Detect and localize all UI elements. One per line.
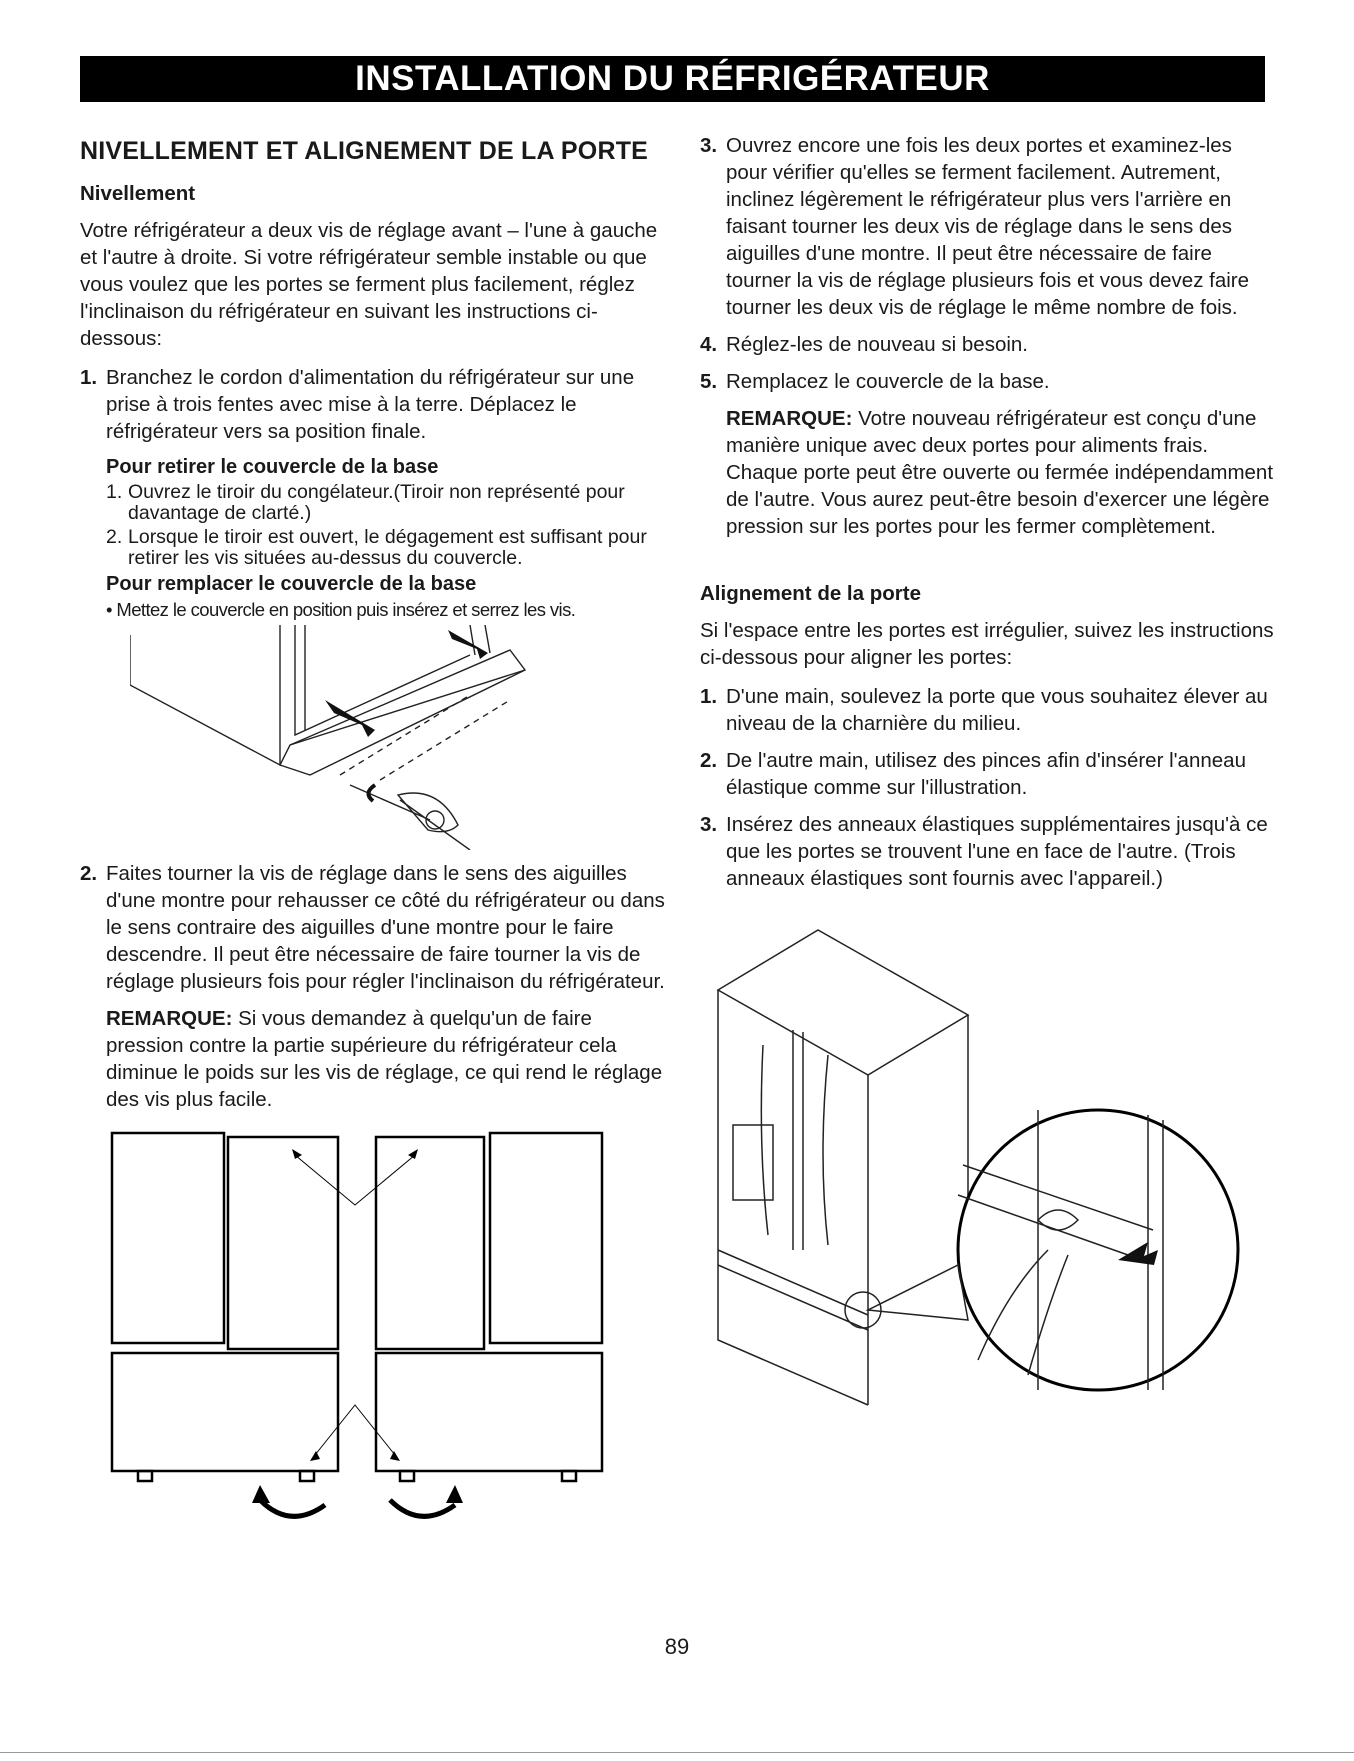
alignment-step-2: [700, 747, 1275, 801]
step-number: 5.: [700, 370, 718, 393]
leveling-step-2: [80, 860, 670, 995]
page-number: 89: [664, 1634, 690, 1659]
door-alignment-heading: Alignement de la porte: [700, 582, 921, 605]
step-text: Insérez des anneaux élastiques supplémentaires jusqu'à ce que les portes se trouvent l'une en face de l'autre. (Trois anneaux élastiques sont fournis avec l'appareil.): [726, 813, 1268, 890]
step-number: 1.: [700, 685, 718, 708]
substep-number: 1.: [106, 481, 123, 503]
remove-substep-1: [106, 482, 670, 524]
section-banner: INSTALLATION DU RÉFRIGÉRATEUR: [80, 56, 1265, 102]
base-cover-instructions: [106, 455, 670, 621]
arrow-icon: [448, 630, 488, 659]
leveling-step-5: [700, 368, 1275, 395]
leveling-step-4: [700, 331, 1275, 358]
remove-cover-heading: Pour retirer le couvercle de la base: [106, 456, 439, 478]
step-text: Remplacez le couvercle de la base.: [726, 370, 1050, 393]
section-title: NIVELLEMENT ET ALIGNEMENT DE LA PORTE: [80, 137, 649, 165]
base-cover-illustration: [130, 625, 610, 850]
rotate-arrow-icon: [260, 1500, 325, 1516]
replace-cover-heading: Pour remplacer le couvercle de la base: [106, 573, 477, 595]
door-alignment-illustration: [708, 920, 1268, 1440]
step-text: Branchez le cordon d'alimentation du réfrigérateur sur une prise à trois fentes avec mise à la terre. Déplacez le réfrigérateur vers sa position finale.: [106, 366, 635, 443]
bottom-rule: [0, 1752, 1354, 1753]
remove-substep-2: [106, 527, 670, 569]
step-text: D'une main, soulevez la porte que vous souhaitez élever au niveau de la charnière du milieu.: [726, 685, 1268, 735]
step-number: 2.: [700, 749, 718, 772]
leveling-note: [80, 1005, 670, 1113]
rotate-arrow-icon: [368, 785, 375, 801]
substep-text: Lorsque le tiroir est ouvert, le dégagement est suffisant pour retirer les vis situées au-dessus du couvercle.: [128, 526, 647, 569]
step-text: Réglez-les de nouveau si besoin.: [726, 333, 1028, 356]
nivellement-heading: Nivellement: [80, 182, 196, 205]
note-text: Votre nouveau réfrigérateur est conçu d'une manière unique avec deux portes pour aliments frais. Chaque porte peut être ouverte ou fermée indépendamment de l'autre. Vous aurez peut-être besoin d'exercer une légère pression sur les portes pour les fermer complètement.: [726, 407, 1274, 538]
substep-text: Ouvrez le tiroir du congélateur.(Tiroir non représenté pour davantage de clarté.): [128, 481, 625, 524]
nivellement-intro: Votre réfrigérateur a deux vis de réglage avant – l'une à gauche et l'autre à droite. Si votre réfrigérateur semble instable ou que vous voulez que les portes se ferment plus facilement, réglez l'inclinaison du réfrigérateur en suivant les instructions ci-dessous:: [80, 219, 658, 350]
step-text: Faites tourner la vis de réglage dans le sens des aiguilles d'une montre pour rehausser ce côté du réfrigérateur ou dans le sens contraire des aiguilles d'une montre pour le faire descendre. Il peut être nécessaire de faire tourner la vis de réglage plusieurs fois pour régler l'inclinaison du réfrigérateur.: [106, 862, 665, 993]
step-number: 3.: [700, 134, 718, 157]
alignment-step-1: [700, 683, 1275, 737]
leveling-step-1: [80, 364, 670, 445]
door-note: [700, 405, 1275, 540]
right-column: [700, 132, 1275, 1440]
step-number: 1.: [80, 366, 98, 389]
step-number: 4.: [700, 333, 718, 356]
rotate-arrow-icon: [390, 1500, 455, 1516]
replace-cover-bullet: • Mettez le couvercle en position puis insérez et serrez les vis.: [106, 599, 576, 620]
note-label: REMARQUE:: [726, 407, 853, 430]
left-column: [80, 132, 670, 1545]
note-text: Si vous demandez à quelqu'un de faire pression contre la partie supérieure du réfrigérateur cela diminue le poids sur les vis de réglage, ce qui rend le réglage des vis plus facile.: [106, 1007, 663, 1111]
substep-number: 2.: [106, 526, 123, 548]
note-label: REMARQUE:: [106, 1007, 233, 1030]
leveling-step-3: [700, 132, 1275, 321]
door-alignment-intro: Si l'espace entre les portes est irrégulier, suivez les instructions ci-dessous pour aligner les portes:: [700, 619, 1274, 669]
step-number: 3.: [700, 813, 718, 836]
step-text: Ouvrez encore une fois les deux portes et examinez-les pour vérifier qu'elles se ferment facilement. Autrement, inclinez légèrement le réfrigérateur plus vers l'arrière en faisant tourner les deux vis de réglage dans le sens des aiguilles d'une montre. Il peut être nécessaire de faire tourner la vis de réglage plusieurs fois et vous devez faire tourner les deux vis de réglage le même nombre de fois.: [726, 134, 1250, 319]
step-number: 2.: [80, 862, 98, 885]
step-text: De l'autre main, utilisez des pinces afin d'insérer l'anneau élastique comme sur l'illustration.: [726, 749, 1246, 799]
magnifier-circle: [958, 1110, 1238, 1390]
alignment-step-3: [700, 811, 1275, 892]
door-leveling-diagram: [110, 1125, 640, 1545]
